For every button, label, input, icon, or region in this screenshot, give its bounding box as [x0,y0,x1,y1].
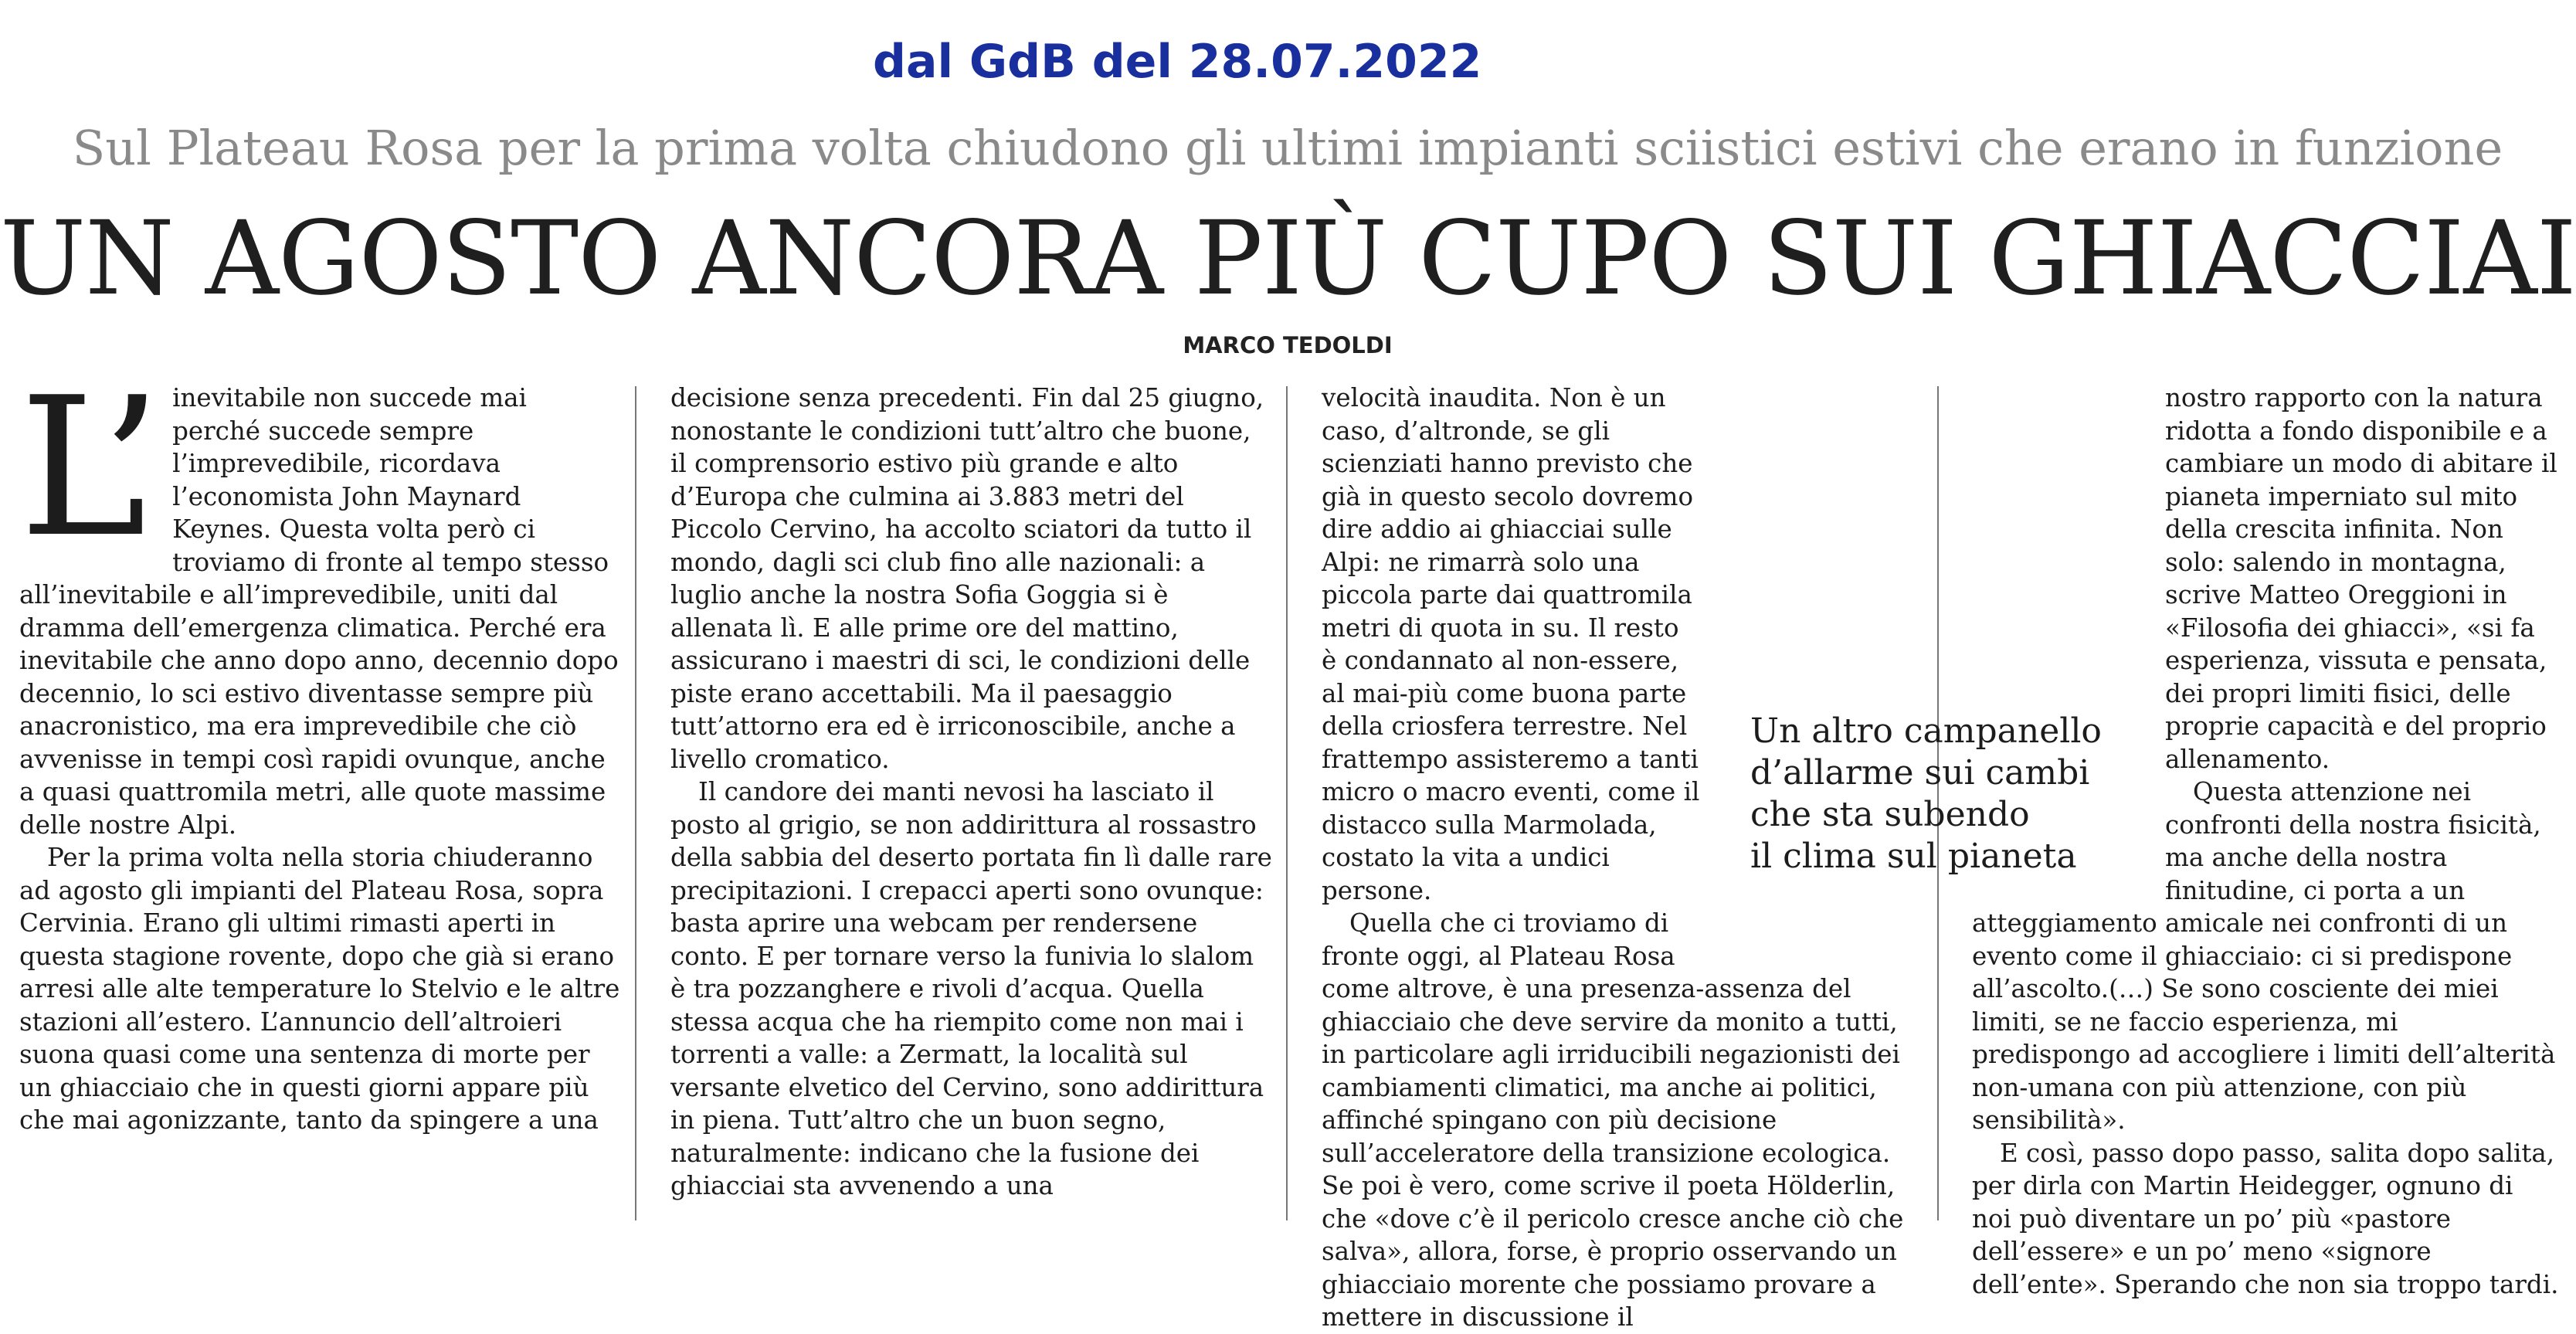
column-1-paragraph-2: Per la prima volta nella storia chiuderanno ad agosto gli impianti del Plateau Rosa, sopra Cervinia. Erano gli ultimi rimasti aperti in questa stagione rovente, dopo che già si erano arresi alle alte temperature lo Stelvio e le altre stazioni all’estero. L’annuncio dell’altroieri suona quasi come una sentenza di morte per un ghiacciaio che in questi giorni appare più che mai agonizzante, tanto da spingere a una [19,843,620,1135]
article-column-1 [19,357,622,1137]
column-3-paragraph-2: Quella che ci troviamo di fronte oggi, al Plateau Rosa come altrove, è una presenza-assenza del ghiacciaio che deve servire da monito a tutti, in particolare agli irriducibili negazionisti dei cambiamenti climatici, ma anche ai politici, affinché spingano con più decisione sull’acceleratore della transizione ecologica. Se poi è vero, come scrive il poeta Hölderlin, che «dove c’è il pericolo cresce anche ciò che salva», allora, forse, è proprio osservando un ghiacciaio morente che possiamo provare a mettere in discussione il [1322,908,1904,1332]
column-rule-1 [635,386,636,1220]
column-4-paragraph-3: E così, passo dopo passo, salita dopo salita, per dirla con Martin Heidegger, ognuno di noi può diventare un po’ più «pastore dell’essere» e un po’ meno «signore dell’ente». Sperando che non sia troppo tardi. [1972,1138,2559,1299]
pull-quote-line: d’allarme sui cambi [1750,753,2090,793]
source-tag: dal GdB del 28.07.2022 [873,35,1482,89]
column-4-paragraph-1: nostro rapporto con la natura ridotta a fondo disponibile e a cambiare un modo di abitare il pianeta imperniato sul mito della crescita infinita. Non solo: salendo in montagna, scrive Matteo Oreggioni in «Filosofia dei ghiacci», «si fa esperienza, vissuta e pensata, dei propri limiti fisici, delle proprie capacità e del proprio allenamento. [2165,383,2557,774]
kicker: Sul Plateau Rosa per la prima volta chiudono gli ultimi impianti sciistici estivi che erano in funzione [72,120,2503,176]
column-2-paragraph-2: Il candore dei manti nevosi ha lasciato il posto al grigio, se non addirittura al rossastro della sabbia del deserto portata fin lì dalle rare precipitazioni. I crepacci aperti sono ovunque: basta aprire una webcam per rendersene conto. E per tornare verso la funivia lo slalom è tra pozzanghere e rivoli d’acqua. Quella stessa acqua che ha riempito come non mai i torrenti a valle: a Zermatt, la località sul versante elvetico del Cervino, sono addirittura in piena. Tutt’altro che un buon segno, naturalmente: indicano che la fusione dei ghiacciai sta avvenendo a una [670,777,1272,1200]
headline: UN AGOSTO ANCORA PIÙ CUPO SUI GHIACCIAI [0,199,2576,318]
column-rule-2 [1286,386,1288,1220]
pull-quote-line: il clima sul pianeta [1750,837,2077,876]
drop-cap: L’ [19,357,162,579]
byline: MARCO TEDOLDI [1183,332,1393,358]
article-column-2 [670,382,1273,1203]
pull-quote-line: Un altro campanello [1750,711,2102,751]
pull-quote-line: che sta subendo [1750,795,2030,834]
column-1-paragraph-1: inevitabile non succede mai perché succede sempre l’imprevedibile, ricordava l’economista John Maynard Keynes. Questa volta però ci troviamo di fronte al tempo stesso all’inevitabile e all’imprevedibile, uniti dal dramma dell’emergenza climatica. Perché era inevitabile che anno dopo anno, decennio dopo decennio, lo sci estivo diventasse sempre più anacronistico, ma era imprevedibile che ciò avvenisse in tempi così rapidi ovunque, anche a quasi quattromila metri, alle quote massime delle nostre Alpi. [19,383,619,840]
column-3-paragraph-1: velocità inaudita. Non è un caso, d’altronde, se gli scienziati hanno previsto che già in questo secolo dovremo dire addio ai ghiacciai sulle Alpi: ne rimarrà solo una piccola parte dai quattromila metri di quota in su. Il resto è condannato al non-essere, al mai-più come buona parte della criosfera terrestre. Nel frattempo assisteremo a tanti micro o macro eventi, come il distacco sulla Marmolada, costato la vita a undici persone. [1322,383,1700,905]
pull-quote [1750,711,2152,877]
column-4-paragraph-2: Questa attenzione nei confronti della nostra fisicità, ma anche della nostra finitudine, ci porta a un atteggiamento amicale nei confronti di un evento come il ghiacciaio: ci si predispone all’ascolto.(…) Se sono cosciente dei miei limiti, se ne faccio esperienza, mi predispongo ad accogliere i limiti dell’alterità non-umana con più attenzione, con più sensibilità». [1972,777,2556,1135]
column-2-paragraph-1: decisione senza precedenti. Fin dal 25 giugno, nonostante le condizioni tutt’altro che buone, il comprensorio estivo più grande e alto d’Europa che culmina ai 3.883 metri del Piccolo Cervino, ha accolto sciatori da tutto il mondo, dagli sci club fino alle nazionali: a luglio anche la nostra Sofia Goggia si è allenata lì. E alle prime ore del mattino, assicurano i maestri di sci, le condizioni delle piste erano accettabili. Ma il paesaggio tutt’attorno era ed è irriconoscibile, anche a livello cromatico. [670,383,1264,774]
